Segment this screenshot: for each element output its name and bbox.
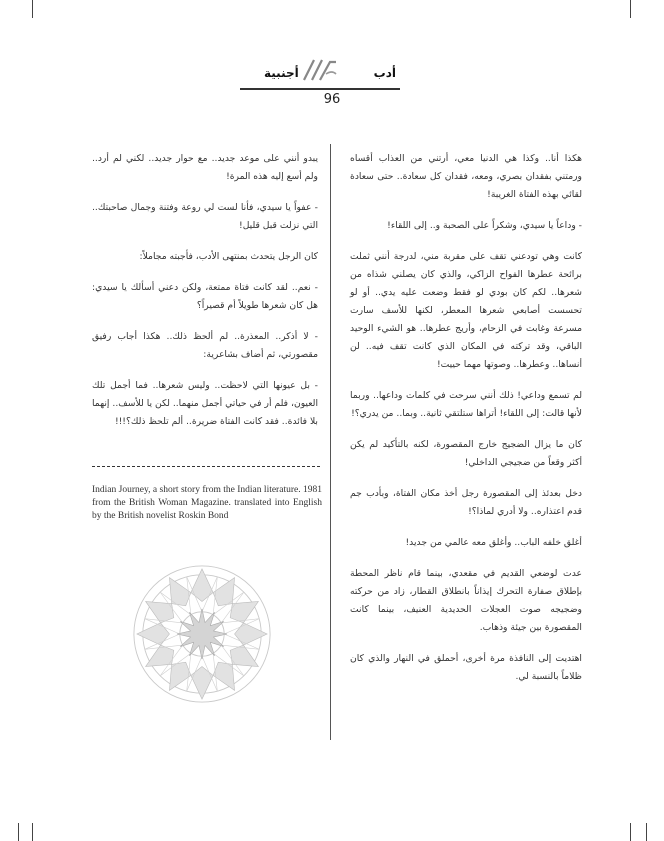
column-divider	[330, 144, 331, 740]
paragraph: دخل بعدئذ إلى المقصورة رجل أخذ مكان الفتاة، وبأدب جم قدم اعتذاره.. ولا أدري لماذا؟!	[350, 488, 582, 517]
paragraph: - وداعاً يا سيدي، وشكراً على الصحبة و.. إلى اللقاء!	[387, 220, 582, 231]
crop-mark	[630, 823, 631, 841]
magazine-logo-icon	[300, 56, 340, 86]
paragraph: اهتديت إلى النافذة مرة أخرى، أحملق في النهار والذي كان ظلاماً بالنسبة لي.	[350, 653, 582, 682]
header-category-word: أدب	[373, 66, 396, 80]
crop-mark	[32, 0, 33, 18]
header-section-word: أجنبية	[264, 66, 299, 80]
paragraph: يبدو أنني على موعد جديد.. مع حوار جديد.. لكني لم أرد.. ولم أسع إليه هذه المرة!	[92, 153, 318, 182]
dashed-separator	[92, 466, 320, 467]
left-column	[92, 150, 318, 444]
crop-mark	[630, 0, 631, 18]
header-rule	[240, 88, 400, 90]
crop-mark	[32, 823, 33, 841]
paragraph: - بل عيونها التي لاحظت.. وليس شعرها.. فما أجمل تلك العيون، فلم أر في حياتي أجمل منهما.. لكن يا للأسف.. إنهما بلا فائدة.. فقد كانت الفتاة ضريرة.. ألم تلحظ ذلك؟!!!	[92, 380, 318, 427]
paragraph: - نعم.. لقد كانت فتاة ممتعة، ولكن دعني أسألك يا سيدي: هل كان شعرها طويلاً أم قصيراً؟	[92, 282, 318, 311]
paragraph: كانت وهي تودعني تقف على مقربة مني، لدرجة أنني ثملت برائحة عطرها الفواح الزاكي، والذي كان يصلني شذاه من شعرها.. لكم كان بودي لو فقط وضعت عليه يدي.. أو لو تحسست أصابعي شعرها المعطر، لكنها للأسف سارت مسرعة وغابت في الزحام، وأريج عطرها.. هو الشيء الوحيد الباقي، وقد تركته في المكان الذي كانت تقف فيه.. لن أنساها.. وعطرها.. وصوتها مهما حييت!	[350, 251, 582, 370]
source-footnote: Indian Journey, a short story from the Indian literature. 1981 from the British Woman Magazine. translated into English by the British novelist Roskin Bond	[92, 485, 322, 521]
crop-mark	[18, 823, 19, 841]
paragraph: كان الرجل يتحدث بمنتهى الأدب، فأجبته مجاملاً:	[139, 251, 318, 262]
paragraph: كان ما يزال الضجيج خارج المقصورة، لكنه بالتأكيد لم يكن أكثر وقعاً من ضجيجي الداخلي!	[350, 439, 582, 468]
paragraph: أغلق خلفه الباب.. وأغلق معه عالمي من جديد!	[405, 537, 582, 548]
paragraph: - لا أذكر.. المعذرة.. لم ألحظ ذلك.. هكذا أجاب رفيق مقصورتي، ثم أضاف بشاعرية:	[92, 331, 318, 360]
page-number: 96	[323, 92, 341, 107]
paragraph: هكذا أنا.. وكذا هي الدنيا معي، أرتني من العذاب أقساه ورمتني بفقدان بصري، ومعه، فقدان كل سعادة.. حتى سعادة لقائي بهذه الفتاة الغريبة!	[350, 153, 582, 200]
crop-mark	[646, 823, 647, 841]
paragraph: - عفواً يا سيدي، فأنا لست لي روعة وفتنة وجمال صاحبتك.. التي نزلت قبل قليل!	[92, 202, 318, 231]
right-column	[350, 150, 582, 699]
paragraph: عدت لوضعي القديم في مقعدي، بينما قام ناظر المحطة بإطلاق صفارة التحرك إيذاناً بانطلاق القطار، زاد من حركته وضجيجه صوت العجلات الحديدية العنيف، بينما كانت المقصورة بين جيئة وذهاب.	[350, 568, 582, 633]
star-ornament-icon	[128, 560, 276, 708]
paragraph: لم تسمع وداعي! ذلك أنني سرحت في كلمات وداعها.. وربما لأنها قالت: إلى اللقاء! أتراها ستلتقي ثانية.. وبما.. من يدري؟!	[350, 390, 582, 419]
